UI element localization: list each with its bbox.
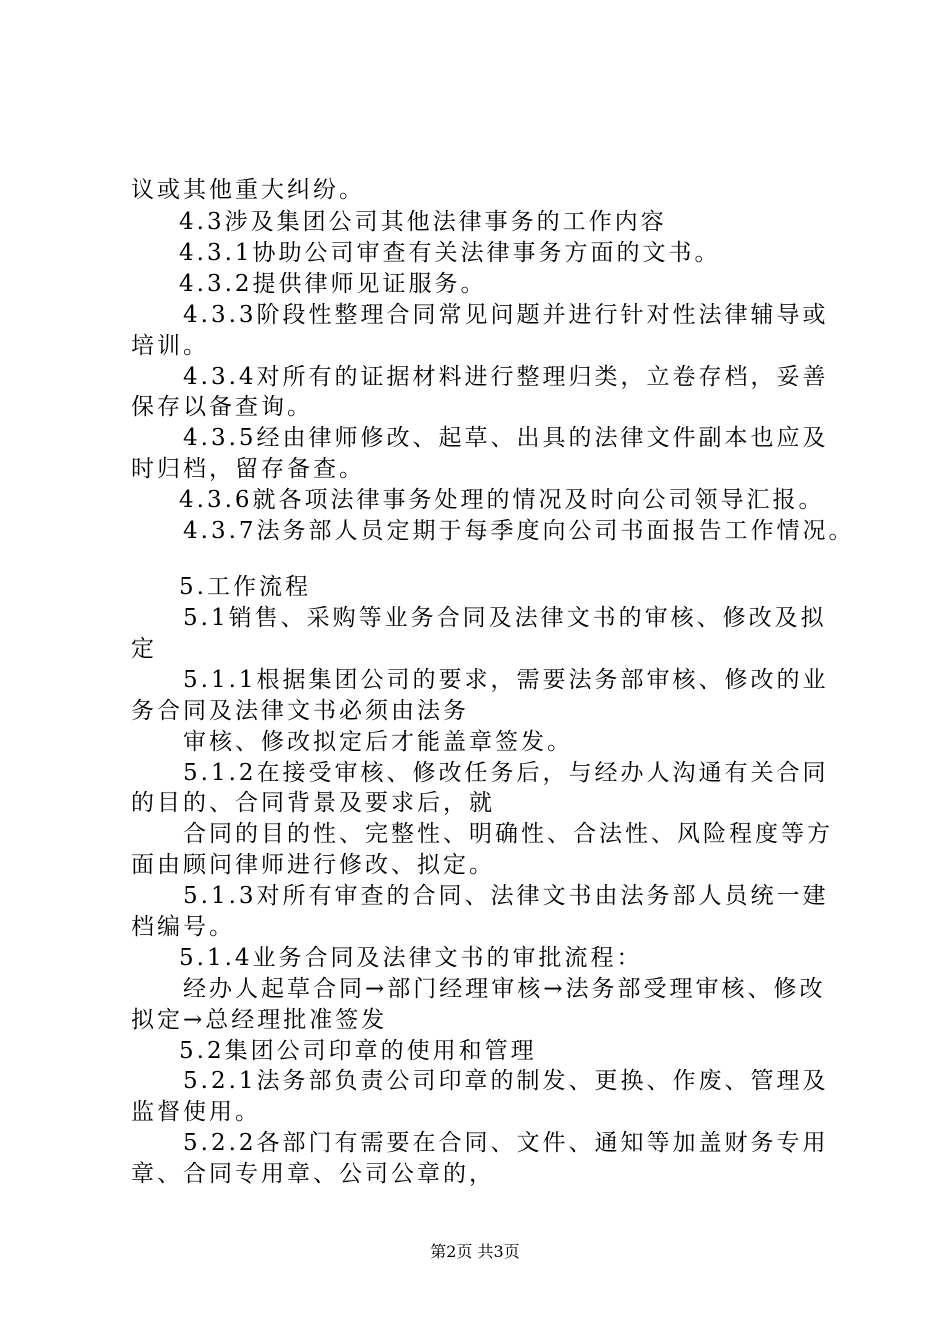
text-line-32: 章、合同专用章、公司公章的， [131, 1161, 495, 1187]
text-line-20: 的目的、合同背景及要求后，就 [131, 790, 495, 816]
text-line-3: 4.3.1协助公司审查有关法律事务方面的文书。 [179, 240, 721, 266]
text-line-2: 4.3涉及集团公司其他法律事务的工作内容 [179, 209, 667, 235]
text-line-1: 议或其他重大纠纷。 [131, 177, 365, 203]
text-line-15: 定 [131, 636, 157, 662]
text-line-22: 面由顾问律师进行修改、拟定。 [131, 852, 495, 878]
text-line-7: 4.3.4对所有的证据材料进行整理归类，立卷存档，妥善 [183, 364, 829, 390]
text-line-5: 4.3.3阶段性整理合同常见问题并进行针对性法律辅导或 [183, 302, 829, 328]
text-line-29: 5.2.1法务部负责公司印章的制发、更换、作废、管理及 [183, 1068, 829, 1094]
text-line-19: 5.1.2在接受审核、修改任务后，与经办人沟通有关合同 [183, 760, 829, 786]
page-number-footer: 第2页 共3页 [430, 1242, 520, 1261]
text-line-30: 监督使用。 [131, 1099, 261, 1125]
text-line-8: 保存以备查询。 [131, 394, 313, 420]
text-line-6: 培训。 [131, 333, 209, 359]
text-line-23: 5.1.3对所有审查的合同、法律文书由法务部人员统一建 [183, 883, 829, 909]
text-line-11: 4.3.6就各项法律事务处理的情况及时向公司领导汇报。 [179, 487, 825, 513]
text-line-28: 5.2集团公司印章的使用和管理 [179, 1038, 537, 1064]
text-line-27: 拟定→总经理批准签发 [131, 1007, 388, 1033]
text-line-16: 5.1.1根据集团公司的要求，需要法务部审核、修改的业 [183, 667, 829, 693]
section-heading: 5.工作流程 [179, 574, 311, 600]
text-line-18: 审核、修改拟定后才能盖章签发。 [183, 729, 573, 755]
text-line-9: 4.3.5经由律师修改、起草、出具的法律文件副本也应及 [183, 425, 829, 451]
text-line-10: 时归档，留存备查。 [131, 456, 365, 482]
text-line-24: 档编号。 [131, 914, 235, 940]
text-line-14: 5.1销售、采购等业务合同及法律文书的审核、修改及拟 [183, 605, 827, 631]
text-line-26: 经办人起草合同→部门经理审核→法务部受理审核、修改 [183, 976, 826, 1002]
text-line-17: 务合同及法律文书必须由法务 [131, 698, 469, 724]
text-line-21: 合同的目的性、完整性、明确性、合法性、风险程度等方 [183, 821, 833, 847]
text-line-12: 4.3.7法务部人员定期于每季度向公司书面报告工作情况。 [183, 518, 855, 544]
text-line-4: 4.3.2提供律师见证服务。 [179, 271, 487, 297]
text-line-25: 5.1.4业务合同及法律文书的审批流程： [179, 945, 643, 971]
text-line-31: 5.2.2各部门有需要在合同、文件、通知等加盖财务专用 [183, 1130, 829, 1156]
